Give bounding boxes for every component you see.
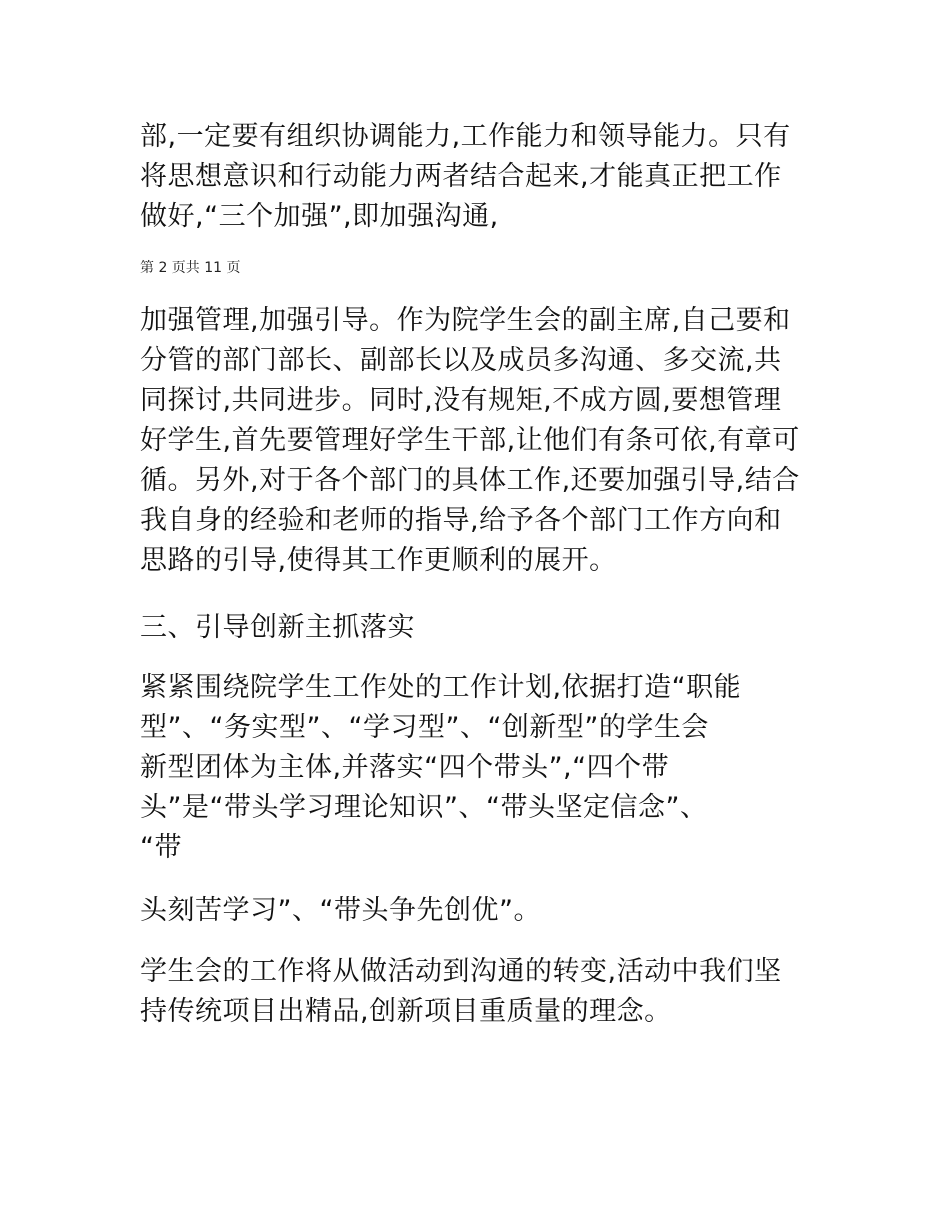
paragraph-2: [140, 301, 820, 581]
text-line: 分管的部门部长、副部长以及成员多沟通、多交流,共: [140, 345, 782, 376]
text-line: 型”、“务实型”、“学习型”、“创新型”的学生会: [140, 712, 709, 743]
text-line: 循。另外,对于各个部门的具体工作,还要加强引导,结合: [140, 465, 800, 496]
section-heading-text: 三、引导创新主抓落实: [140, 612, 415, 643]
paragraph-1: [140, 117, 820, 237]
text-line: 思路的引导,使得其工作更顺利的展开。: [140, 545, 617, 576]
text-line: 学生会的工作将从做活动到沟通的转变,活动中我们坚: [140, 956, 782, 987]
paragraph-4: [140, 891, 820, 931]
section-heading: [140, 608, 820, 648]
page-footer: 第 2 页共 11 页: [140, 260, 241, 276]
text-line: 头”是“带头学习理论知识”、“带头坚定信念”、: [140, 792, 708, 823]
text-line: 做好,“三个加强”,即加强沟通,: [140, 201, 499, 232]
paragraph-3: [140, 668, 820, 868]
text-line: 紧紧围绕院学生工作处的工作计划,依据打造“职能: [140, 672, 742, 703]
text-line: “带: [140, 832, 182, 863]
text-line: 头刻苦学习”、“带头争先创优”。: [140, 895, 541, 926]
text-line: 好学生,首先要管理好学生干部,让他们有条可依,有章可: [140, 425, 800, 456]
text-line: 将思想意识和行动能力两者结合起来,才能真正把工作: [140, 161, 782, 192]
text-line: 新型团体为主体,并落实“四个带头”,“四个带: [140, 752, 670, 783]
text-line: 同探讨,共同进步。同时,没有规矩,不成方圆,要想管理: [140, 385, 782, 416]
text-line: 我自身的经验和老师的指导,给予各个部门工作方向和: [140, 505, 782, 536]
text-line: 加强管理,加强引导。作为院学生会的副主席,自己要和: [140, 305, 791, 336]
text-line: 部,一定要有组织协调能力,工作能力和领导能力。只有: [140, 121, 791, 152]
text-line: 持传统项目出精品,创新项目重质量的理念。: [140, 996, 672, 1027]
paragraph-5: [140, 952, 820, 1032]
